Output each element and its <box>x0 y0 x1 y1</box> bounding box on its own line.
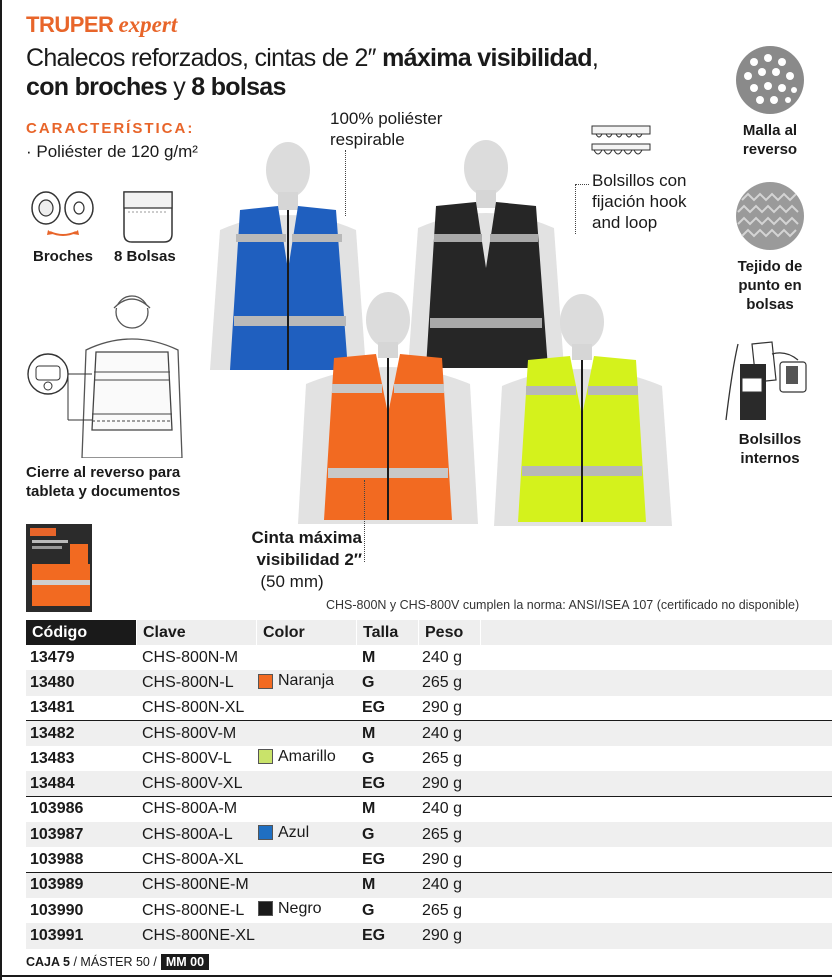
cell-peso: 240 g <box>422 724 463 742</box>
footer-caja: CAJA 5 <box>26 955 70 969</box>
color-label <box>258 748 336 766</box>
cell-peso: 290 g <box>422 774 463 792</box>
color-swatch <box>258 749 273 764</box>
cell-peso: 265 g <box>422 901 463 919</box>
cell-clave: CHS-800A-XL <box>142 850 244 868</box>
cell-codigo: 13481 <box>30 698 75 716</box>
cell-peso: 265 g <box>422 673 463 691</box>
pocket-icon <box>120 190 176 244</box>
table-row <box>26 847 832 872</box>
color-label <box>258 824 309 842</box>
callout-line <box>345 150 346 216</box>
cell-peso: 290 g <box>422 926 463 944</box>
title-text: y <box>166 73 192 101</box>
callout-poliester: 100% poliéster respirable <box>330 109 443 149</box>
cell-peso: 265 g <box>422 825 463 843</box>
callout-line <box>575 184 576 234</box>
table-row <box>26 898 832 923</box>
internos-label: Bolsillos internos <box>738 431 802 467</box>
table-body <box>26 645 832 949</box>
cell-codigo: 13483 <box>30 749 75 767</box>
title-bold: 8 bolsas <box>191 73 286 101</box>
cell-codigo: 103990 <box>30 901 84 919</box>
brand-line: expert <box>118 12 178 37</box>
cell-clave: CHS-800N-M <box>142 648 239 666</box>
table-header <box>26 620 832 645</box>
knit-icon <box>734 180 806 252</box>
back-view-vest-illustration <box>26 290 186 458</box>
color-swatch <box>258 825 273 840</box>
color-label <box>258 900 322 918</box>
cell-talla: EG <box>362 926 386 944</box>
title-text: , <box>591 44 599 72</box>
package-thumbnail <box>26 524 92 612</box>
title-bold: máxima visibilidad <box>382 44 592 72</box>
callout-cinta-line1: Cinta máxima <box>251 528 362 547</box>
header-clave: Clave <box>136 620 256 645</box>
callout-cinta-line3: (50 mm) <box>260 572 324 591</box>
footer-mm: MM 00 <box>161 954 209 970</box>
title-text: Chalecos reforzados, cintas de 2″ <box>26 44 383 72</box>
cell-talla: M <box>362 648 376 666</box>
header-color: Color <box>256 620 356 645</box>
table-row <box>26 873 832 898</box>
color-name: Naranja <box>278 672 335 689</box>
page-bottom-border <box>0 975 832 977</box>
cell-codigo: 103986 <box>30 800 84 818</box>
cell-peso: 265 g <box>422 749 463 767</box>
cell-talla: M <box>362 800 376 818</box>
header-talla: Talla <box>356 620 418 645</box>
cierre-label: Cierre al reverso para tableta y documentos <box>26 464 181 500</box>
footer-master: MÁSTER 50 <box>80 955 150 969</box>
cell-codigo: 103988 <box>30 850 84 868</box>
color-name: Amarillo <box>278 747 336 765</box>
callout-cinta-line2: visibilidad 2″ <box>256 550 362 569</box>
cell-talla: EG <box>362 774 386 792</box>
cell-talla: EG <box>362 698 386 716</box>
cell-clave: CHS-800V-M <box>142 724 237 742</box>
broches-label: Broches <box>33 248 94 265</box>
cell-talla: G <box>362 825 375 843</box>
color-name: Negro <box>278 899 322 917</box>
malla-label: Malla al reverso <box>742 122 798 158</box>
orange-vest-image <box>292 284 482 534</box>
feature-item: · Poliéster de 120 g/m² <box>26 142 198 161</box>
callout-bolsillos: Bolsillos con fijación hook and loop <box>592 171 687 232</box>
table-row <box>26 822 832 847</box>
cell-clave: CHS-800A-M <box>142 800 238 818</box>
tejido-label: Tejido de punto en bolsas <box>737 258 803 313</box>
table-row <box>26 797 832 822</box>
color-name: Azul <box>278 823 310 841</box>
table-row <box>26 670 832 695</box>
norm-note: CHS-800N y CHS-800V cumplen la norma: ANSI/ISEA 107 (certificado no disponible) <box>326 598 800 612</box>
color-swatch <box>258 901 273 916</box>
header-spacer <box>480 620 832 645</box>
table-row <box>26 771 832 796</box>
cell-clave: CHS-800NE-XL <box>142 926 255 944</box>
cell-peso: 240 g <box>422 800 463 818</box>
cell-clave: CHS-800N-XL <box>142 698 245 716</box>
cell-peso: 240 g <box>422 876 463 894</box>
cell-talla: M <box>362 724 376 742</box>
cell-clave: CHS-800N-L <box>142 673 234 691</box>
table-row <box>26 645 832 670</box>
table-row <box>26 696 832 721</box>
snap-buttons-icon <box>26 188 100 244</box>
cell-clave: CHS-800V-L <box>142 749 232 767</box>
table-group <box>26 873 832 949</box>
page-left-border <box>0 0 2 980</box>
table-group <box>26 645 832 721</box>
color-label <box>258 672 334 690</box>
internal-pockets-icon <box>722 340 812 424</box>
cell-clave: CHS-800NE-L <box>142 901 245 919</box>
page-title <box>26 44 598 102</box>
cell-codigo: 13479 <box>30 648 75 666</box>
cell-talla: G <box>362 673 375 691</box>
cell-peso: 290 g <box>422 698 463 716</box>
title-bold: con broches <box>26 73 167 101</box>
cell-codigo: 103991 <box>30 926 84 944</box>
cell-clave: CHS-800A-L <box>142 825 233 843</box>
cell-talla: G <box>362 749 375 767</box>
footer-sep2: / <box>149 955 157 969</box>
callout-line <box>575 184 589 185</box>
header-codigo: Código <box>26 620 136 645</box>
callout-line <box>364 480 365 562</box>
table-group <box>26 721 832 797</box>
product-table <box>26 620 832 949</box>
color-swatch <box>258 674 273 689</box>
cell-codigo: 13484 <box>30 774 75 792</box>
table-row <box>26 923 832 948</box>
cell-talla: G <box>362 901 375 919</box>
footer-sep: / <box>70 955 81 969</box>
yellow-vest-image <box>490 286 680 536</box>
cell-codigo: 103987 <box>30 825 84 843</box>
cell-peso: 290 g <box>422 850 463 868</box>
table-group <box>26 797 832 873</box>
cell-talla: M <box>362 876 376 894</box>
cell-talla: EG <box>362 850 386 868</box>
bolsas-label: 8 Bolsas <box>114 248 176 265</box>
mesh-icon <box>734 44 806 116</box>
cell-codigo: 13482 <box>30 724 75 742</box>
cell-clave: CHS-800NE-M <box>142 876 249 894</box>
brand-logo <box>26 12 177 38</box>
hook-loop-icon <box>590 124 652 160</box>
table-row <box>26 721 832 746</box>
table-row <box>26 746 832 771</box>
brand-name: TRUPER <box>26 12 114 37</box>
cell-codigo: 103989 <box>30 876 84 894</box>
cell-peso: 240 g <box>422 648 463 666</box>
cell-codigo: 13480 <box>30 673 75 691</box>
feature-heading: CARACTERÍSTICA: <box>26 120 195 137</box>
header-peso: Peso <box>418 620 480 645</box>
footer-packing <box>26 954 209 970</box>
cell-clave: CHS-800V-XL <box>142 774 243 792</box>
